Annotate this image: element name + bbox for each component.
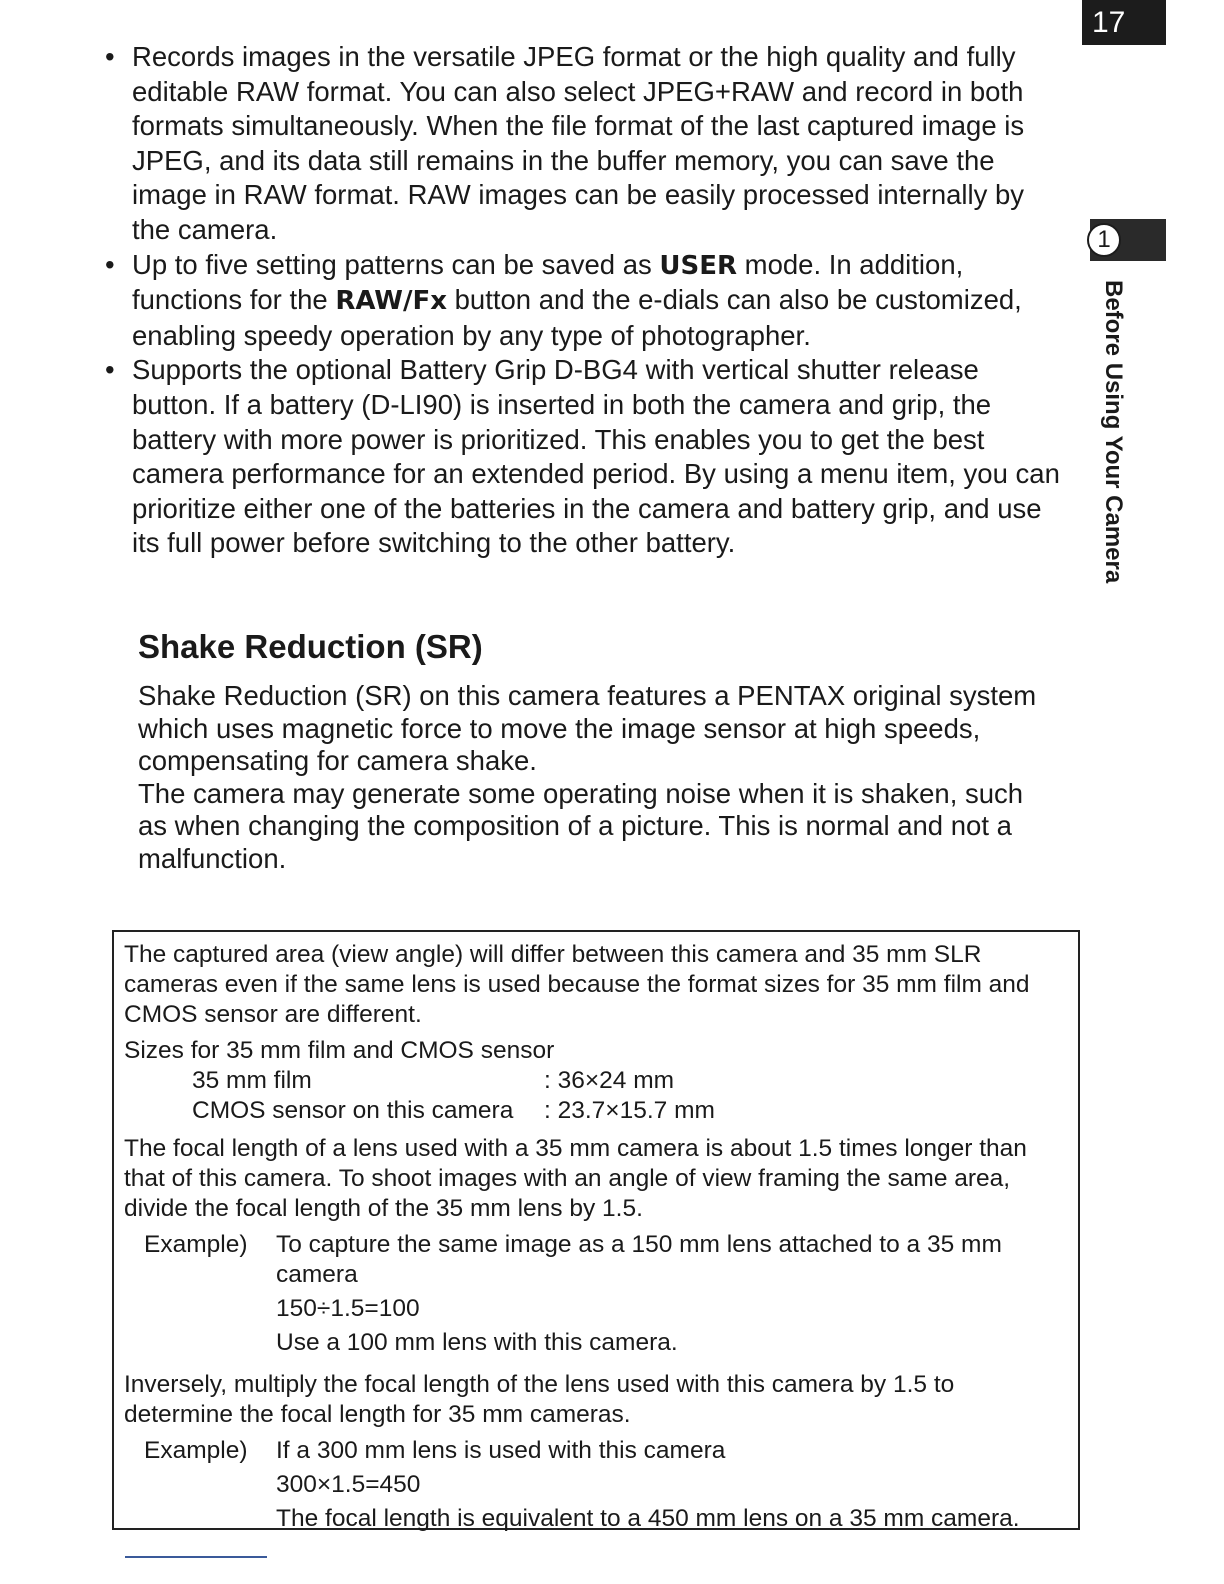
list-item (100, 40, 1060, 248)
example-line: If a 300 mm lens is used with this camera (276, 1437, 726, 1464)
size-row (124, 1066, 1068, 1096)
list-item (100, 248, 1060, 354)
size-value: : 36×24 mm (544, 1067, 675, 1094)
example-body (276, 1436, 1020, 1538)
section-heading: Shake Reduction (SR) (138, 628, 483, 665)
section-paragraph: The camera may generate some operating noise when it is shaken, such as when changing the composition of a picture. This is normal and not a malfunction. (138, 777, 1024, 874)
example-line: 300×1.5=450 (276, 1471, 421, 1498)
list-item-text: button and the e-dials can also be customized, enabling speedy operation by any type of photographer. (132, 284, 1022, 351)
inverse-text: Inversely, multiply the focal length of the lens used with this camera by 1.5 to determine the focal length for 35 mm cameras. (124, 1371, 955, 1428)
example-block (124, 1436, 1068, 1538)
chapter-number-badge: 1 (1087, 223, 1121, 257)
example-block (124, 1230, 1068, 1362)
note-box (112, 930, 1080, 1530)
example-line: To capture the same image as a 150 mm lens attached to a 35 mm camera (276, 1231, 1002, 1288)
list-item-text: Up to five setting patterns can be saved as (132, 248, 660, 280)
example-line: 150÷1.5=100 (276, 1295, 420, 1322)
section-paragraph: Shake Reduction (SR) on this camera features a PENTAX original system which uses magnetic force to move the image sensor at high speeds, compensating for camera shake. (138, 680, 1037, 776)
list-item-text: mode. In addition, functions for the (132, 248, 964, 316)
section-body (138, 680, 1058, 875)
example-label: Example) (144, 1437, 248, 1464)
raw-fx-button-label: RAW/Fx (335, 286, 447, 317)
page-number: 17 (1082, 0, 1166, 45)
note-intro: The captured area (view angle) will differ between this camera and 35 mm SLR cameras even if the same lens is used because the format sizes for 35 mm film and CMOS sensor are different. (124, 941, 1030, 1028)
feature-list (100, 40, 1060, 561)
focal-length-text: The focal length of a lens used with a 35 mm camera is about 1.5 times longer than that of this camera. To shoot images with an angle of view framing the same area, divide the focal length of the 35 mm lens by 1.5. (124, 1135, 1027, 1222)
example-line: The focal length is equivalent to a 450 mm lens on a 35 mm camera. (276, 1505, 1020, 1532)
user-mode-label: USER (659, 250, 738, 281)
list-item (100, 353, 1060, 561)
size-label: CMOS sensor on this camera (192, 1097, 514, 1124)
size-label: 35 mm film (192, 1067, 312, 1094)
size-value: : 23.7×15.7 mm (544, 1097, 715, 1124)
example-body (276, 1230, 1068, 1362)
example-label: Example) (144, 1231, 248, 1258)
list-item-text: Supports the optional Battery Grip D-BG4 with vertical shutter release button. If a battery (D-LI90) is inserted in both the camera and grip, the battery with more power is prioritized. This enables you to get the best camera performance for an extended period. By using a menu item, you can prioritize either one of the batteries in the camera and battery grip, and use its full power before switching to the other battery. (132, 354, 1060, 559)
list-item-text: Records images in the versatile JPEG format or the high quality and fully editable RAW format. You can also select JPEG+RAW and record in both formats simultaneously. When the file format of the last captured image is JPEG, and its data still remains in the buffer memory, you can save the image in RAW format. RAW images can be easily processed internally by the camera. (132, 41, 1025, 245)
footer-rule (125, 1556, 267, 1558)
example-line: Use a 100 mm lens with this camera. (276, 1329, 678, 1356)
size-row (124, 1096, 1068, 1126)
sizes-title: Sizes for 35 mm film and CMOS sensor (124, 1037, 555, 1064)
chapter-title: Before Using Your Camera (1100, 280, 1127, 584)
